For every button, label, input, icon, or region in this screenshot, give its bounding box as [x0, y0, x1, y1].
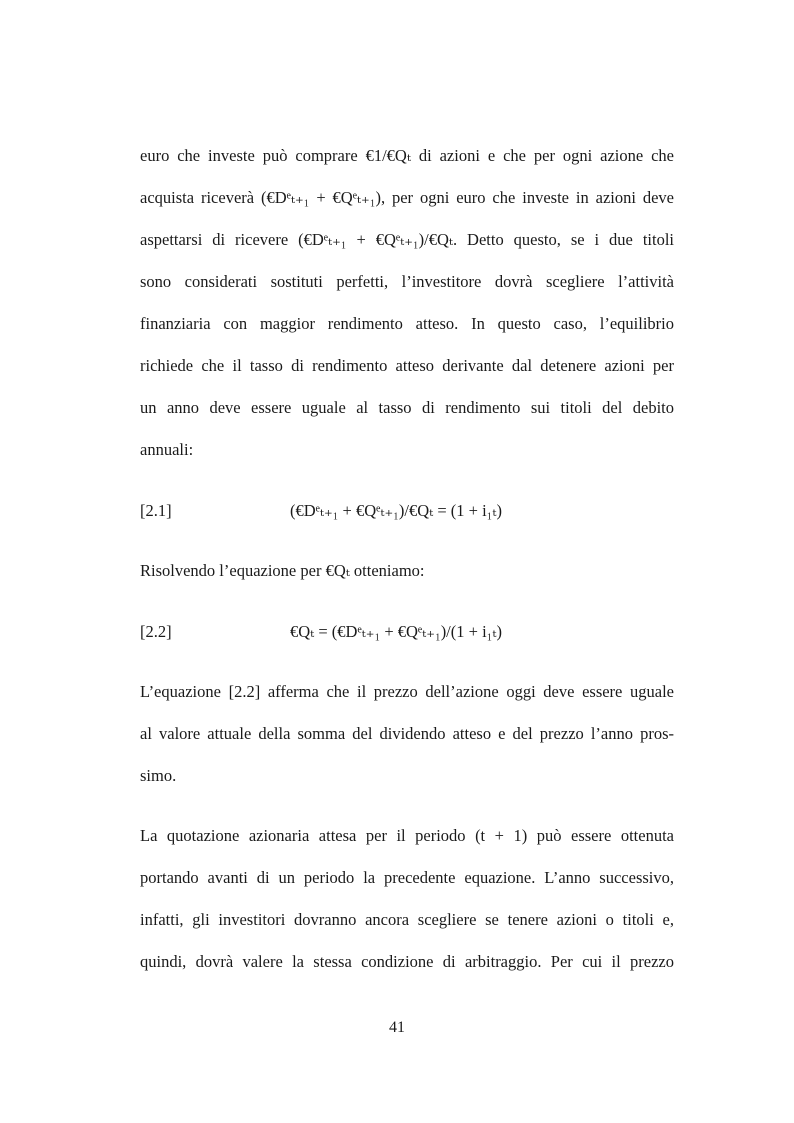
equation-number: [2.2]: [140, 622, 172, 641]
equation-number: [2.1]: [140, 501, 172, 520]
paragraph-1-line: un anno deve essere uguale al tasso di rendimento sui titoli del debito: [140, 398, 674, 417]
page-number: 41: [389, 1019, 405, 1036]
equation-2-2: [140, 620, 674, 644]
paragraph-3-line: quindi, dovrà valere la stessa condizione di arbitraggio. Per cui il prezzo: [140, 952, 674, 971]
paragraph-2-line: simo.: [140, 766, 177, 785]
paragraph-3: [140, 815, 674, 983]
equation-formula: €Qₜ = (€Dᵉₜ₊₁ + €Qᵉₜ₊₁)/(1 + i₁ₜ): [290, 622, 502, 641]
paragraph-3-line: infatti, gli investitori dovranno ancora scegliere se tenere azioni o titoli e,: [140, 910, 674, 929]
paragraph-2-line: al valore attuale della somma del dividendo atteso e del prezzo l’anno pros-: [140, 724, 674, 743]
paragraph-2: [140, 671, 674, 797]
paragraph-1-line: acquista riceverà (€Dᵉₜ₊₁ + €Qᵉₜ₊₁), per ogni euro che investe in azioni deve: [140, 188, 674, 207]
paragraph-1-line: sono considerati sostituti perfetti, l’investitore dovrà scegliere l’attività: [140, 272, 674, 291]
paragraph-1-line: annuali:: [140, 440, 194, 459]
equation-formula: (€Dᵉₜ₊₁ + €Qᵉₜ₊₁)/€Qₜ = (1 + i₁ₜ): [290, 501, 502, 520]
paragraph-1-line: aspettarsi di ricevere (€Dᵉₜ₊₁ + €Qᵉₜ₊₁)/€Qₜ. Detto questo, se i due titoli: [140, 230, 674, 249]
paragraph-1: [140, 135, 674, 471]
equation-intro-text: Risolvendo l’equazione per €Qₜ otteniamo:: [140, 561, 425, 580]
paragraph-1-line: finanziaria con maggior rendimento atteso. In questo caso, l’equilibrio: [140, 314, 674, 333]
equation-2-1: [140, 499, 674, 523]
paragraph-1-line: richiede che il tasso di rendimento atteso derivante dal detenere azioni per: [140, 356, 674, 375]
paragraph-1-line: euro che investe può comprare €1/€Qₜ di azioni e che per ogni azione che: [140, 146, 674, 165]
paragraph-3-line: portando avanti di un periodo la precedente equazione. L’anno successivo,: [140, 868, 674, 887]
paragraph-3-line: La quotazione azionaria attesa per il periodo (t + 1) può essere ottenuta: [140, 826, 674, 845]
paragraph-2-line: L’equazione [2.2] afferma che il prezzo dell’azione oggi deve essere uguale: [140, 682, 674, 701]
